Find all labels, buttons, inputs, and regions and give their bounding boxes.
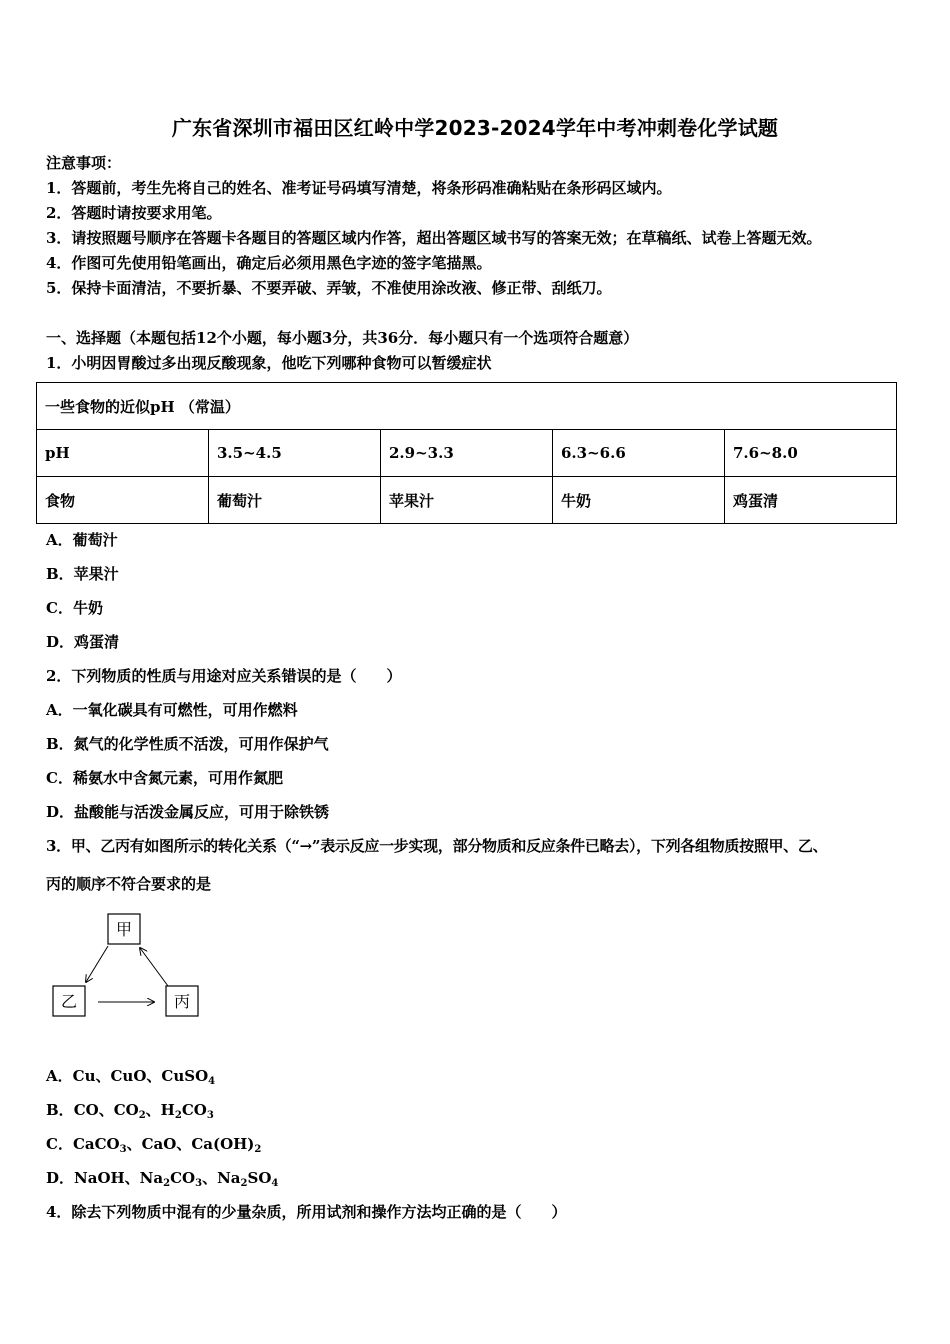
formula-text: 、Na [202, 1169, 241, 1187]
notice-item-4: 4．作图可先使用铅笔画出，确定后必须用黑色字迹的签字笔描黑。 [46, 254, 492, 272]
ph-table [36, 382, 897, 524]
subscript: 3 [119, 1144, 127, 1155]
option-prefix: B． [46, 1101, 74, 1119]
table-cell: pH [37, 430, 209, 477]
arrow-jia-to-yi [86, 946, 108, 982]
option-prefix: A． [46, 1067, 73, 1085]
notice-item-3: 3．请按照题号顺序在答题卡各题目的答题区域内作答，超出答题区域书写的答案无效；在草稿纸、试卷上答题无效。 [46, 229, 822, 247]
q2-option-a[interactable]: A．一氧化碳具有可燃性，可用作燃料 [46, 701, 298, 719]
table-cell: 鸡蛋清 [725, 477, 897, 524]
label-bing: 丙 [173, 992, 191, 1011]
q1-option-d[interactable]: D．鸡蛋清 [46, 633, 120, 651]
q3-stem-line-1: 3．甲、乙丙有如图所示的转化关系（“→”表示反应一步实现，部分物质和反应条件已略去），下列各组物质按照甲、乙、 [46, 837, 828, 855]
table-caption: 一些食物的近似pH （常温） [37, 383, 897, 430]
q1-stem: 1．小明因胃酸过多出现反酸现象，他吃下列哪种食物可以暂缓症状 [46, 354, 492, 372]
notice-item-1: 1．答题前，考生先将自己的姓名、准考证号码填写清楚，将条形码准确粘贴在条形码区域内。 [46, 179, 672, 197]
table-cell: 6.3~6.6 [553, 430, 725, 477]
q2-option-c[interactable]: C．稀氨水中含氮元素，可用作氮肥 [46, 769, 283, 787]
table-cell: 7.6~8.0 [725, 430, 897, 477]
table-cell: 苹果汁 [381, 477, 553, 524]
subscript: 3 [195, 1178, 203, 1189]
option-prefix: D． [46, 1169, 75, 1187]
q2-option-b[interactable]: B．氮气的化学性质不活泼，可用作保护气 [46, 735, 329, 753]
formula-text: CO [170, 1169, 196, 1187]
formula-text: Cu、CuO、CuSO [72, 1067, 209, 1085]
conversion-diagram [50, 910, 210, 1022]
table-cell: 食物 [37, 477, 209, 524]
subscript: 2 [163, 1178, 171, 1189]
option-prefix: C． [46, 1135, 73, 1153]
notice-item-5: 5．保持卡面清洁，不要折暴、不要弄破、弄皱，不准使用涂改液、修正带、刮纸刀。 [46, 279, 612, 297]
table-cell: 葡萄汁 [209, 477, 381, 524]
q1-option-b[interactable]: B．苹果汁 [46, 565, 119, 583]
q3-option-d[interactable] [46, 1167, 278, 1189]
section-heading: 一、选择题（本题包括12个小题，每小题3分，共36分．每小题只有一个选项符合题意） [46, 329, 639, 347]
formula-text: NaOH、Na [74, 1169, 164, 1187]
formula-text: CO、CO [73, 1101, 139, 1119]
q3-option-b[interactable] [46, 1099, 214, 1121]
notice-item-2: 2．答题时请按要求用笔。 [46, 204, 222, 222]
q2-option-d[interactable]: D．盐酸能与活泼金属反应，可用于除铁锈 [46, 803, 330, 821]
subscript: 2 [138, 1110, 146, 1121]
table-row [37, 477, 897, 524]
notice-heading: 注意事项： [46, 154, 122, 172]
q3-option-a[interactable] [46, 1065, 215, 1087]
formula-text: 、H [145, 1101, 175, 1119]
table-cell: 3.5~4.5 [209, 430, 381, 477]
subscript: 3 [206, 1110, 214, 1121]
q1-option-a[interactable]: A．葡萄汁 [46, 531, 118, 549]
subscript: 2 [240, 1178, 248, 1189]
subscript: 4 [208, 1076, 216, 1087]
formula-text: CaCO [72, 1135, 120, 1153]
table-cell: 2.9~3.3 [381, 430, 553, 477]
label-jia: 甲 [115, 920, 133, 939]
table-row [37, 430, 897, 477]
table-row [37, 383, 897, 430]
arrow-bing-to-jia [140, 948, 168, 986]
q1-option-c[interactable]: C．牛奶 [46, 599, 103, 617]
q2-stem: 2．下列物质的性质与用途对应关系错误的是（ ） [46, 667, 402, 685]
formula-text: 、CaO、Ca(OH) [126, 1135, 255, 1153]
formula-text: SO [247, 1169, 272, 1187]
subscript: 4 [271, 1178, 279, 1189]
label-yi: 乙 [60, 992, 78, 1011]
q3-option-c[interactable] [46, 1133, 261, 1155]
table-cell: 牛奶 [553, 477, 725, 524]
q4-stem: 4．除去下列物质中混有的少量杂质，所用试剂和操作方法均正确的是（ ） [46, 1203, 567, 1221]
subscript: 2 [174, 1110, 182, 1121]
q3-stem-line-2: 丙的顺序不符合要求的是 [46, 875, 212, 893]
formula-text: CO [181, 1101, 207, 1119]
subscript: 2 [254, 1144, 262, 1155]
page-title: 广东省深圳市福田区红岭中学2023-2024学年中考冲刺卷化学试题 [171, 116, 779, 140]
